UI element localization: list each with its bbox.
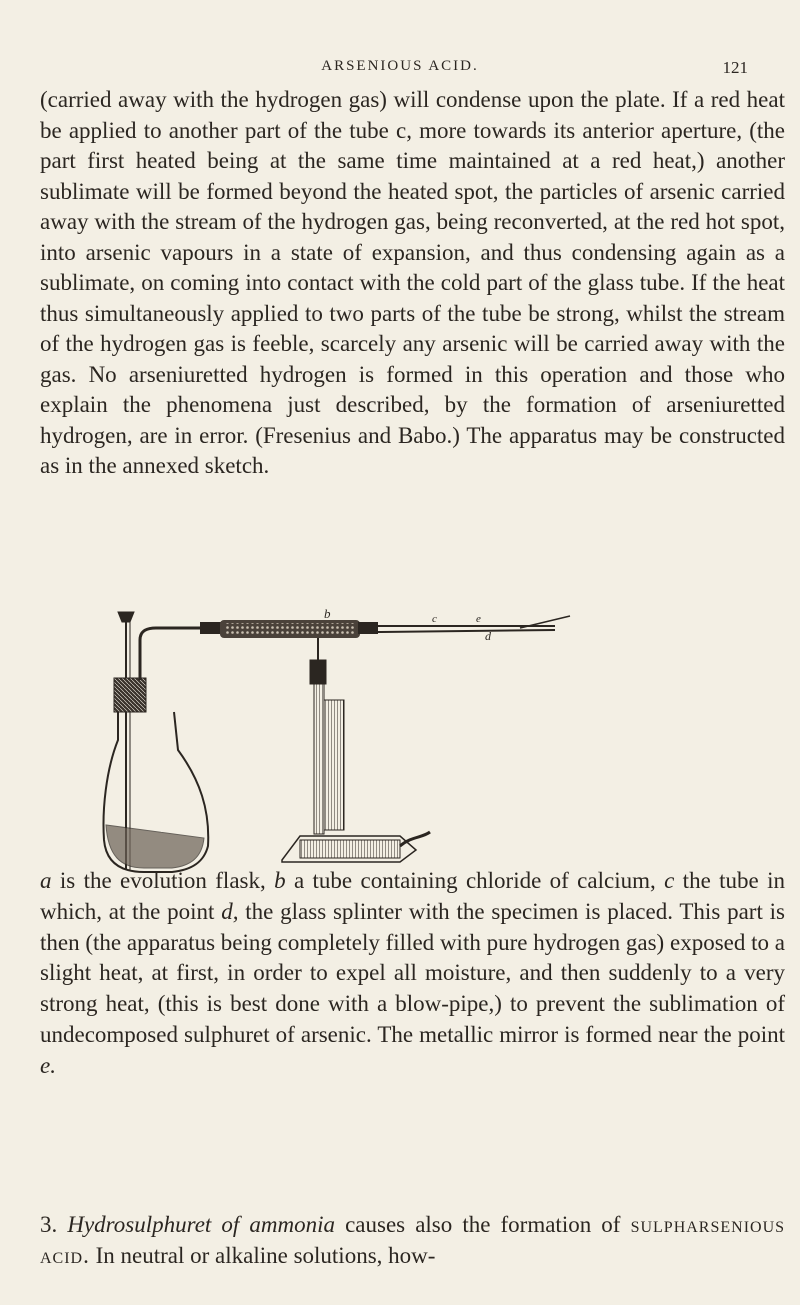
running-head xyxy=(0,58,800,78)
caption-text-c: the tube in which, at the point xyxy=(40,868,785,924)
section-text-2: In neutral or alkaline solutions, how- xyxy=(89,1242,436,1268)
apparatus-illustration xyxy=(100,600,660,880)
caption-letter-a: a xyxy=(40,868,52,893)
running-title: ARSENIOUS ACID. xyxy=(321,58,479,74)
caption-text-b: a tube containing chloride of calcium, xyxy=(285,868,665,893)
caption-text-d: the glass splinter with the specimen is placed. This part is then (the apparatus being completely filled with pure hydrogen gas) exposed to a slight heat, at first, in order to expel all moisture, and then suddenly to a very strong heat, (this is best done with a blow-pipe,) to prevent the sublimation of undecomposed sulphuret of arsenic. The metallic mirror is formed near the point xyxy=(40,898,785,1047)
label-c: c xyxy=(432,613,437,625)
apparatus-figure xyxy=(100,600,660,880)
paragraph-1: (carried away with the hydrogen gas) will condense upon the plate. If a red heat be applied to another part of the tube c, more towards its anterior aperture, (the part first heated being at the same time maintained at a red heat,) another sublimate will be formed beyond the heated spot, the particles of arsenic carried away with the stream of the hydrogen gas, being reconverted, at the red hot spot, into arsenic vapours in a state of expansion, and thus condensing again as a sublimate, on coming into contact with the cold part of the glass tube. If the heat thus simultaneously applied to two parts of the tube be strong, whilst the stream of the hydrogen gas is feeble, scarcely any arsenic will be carried away with the gas. No arseniuretted hydrogen is formed in this operation and those who explain the phenomena just described, by the formation of arseniuretted hydrogen, are in error. (Fresenius and Babo.) The apparatus may be constructed as in the annexed sketch. xyxy=(40,87,785,478)
section-number: 3. xyxy=(40,1212,58,1237)
label-a: a xyxy=(160,821,166,835)
page-number: 121 xyxy=(722,58,748,77)
label-d: d xyxy=(485,629,491,643)
caption-letter-c: c xyxy=(664,868,675,893)
wash-vessel xyxy=(282,638,430,862)
compound-name: sulpharsenious acid. xyxy=(40,1212,786,1268)
section-3 xyxy=(40,1210,785,1271)
caption-letter-b: b xyxy=(274,868,286,893)
section-text-1: causes also the formation of xyxy=(334,1212,631,1237)
figure-description xyxy=(40,866,785,1082)
caption-text-a: is the evolution flask, xyxy=(51,868,275,893)
caption-letter-d: d, xyxy=(221,898,239,924)
caption-letter-e: e. xyxy=(40,1052,56,1078)
label-e: e xyxy=(476,613,481,625)
reduction-tube xyxy=(378,616,570,632)
label-b: b xyxy=(324,606,331,621)
calcium-chloride-tube xyxy=(200,620,378,638)
reagent-name: Hydrosulphuret of ammonia xyxy=(67,1212,335,1237)
